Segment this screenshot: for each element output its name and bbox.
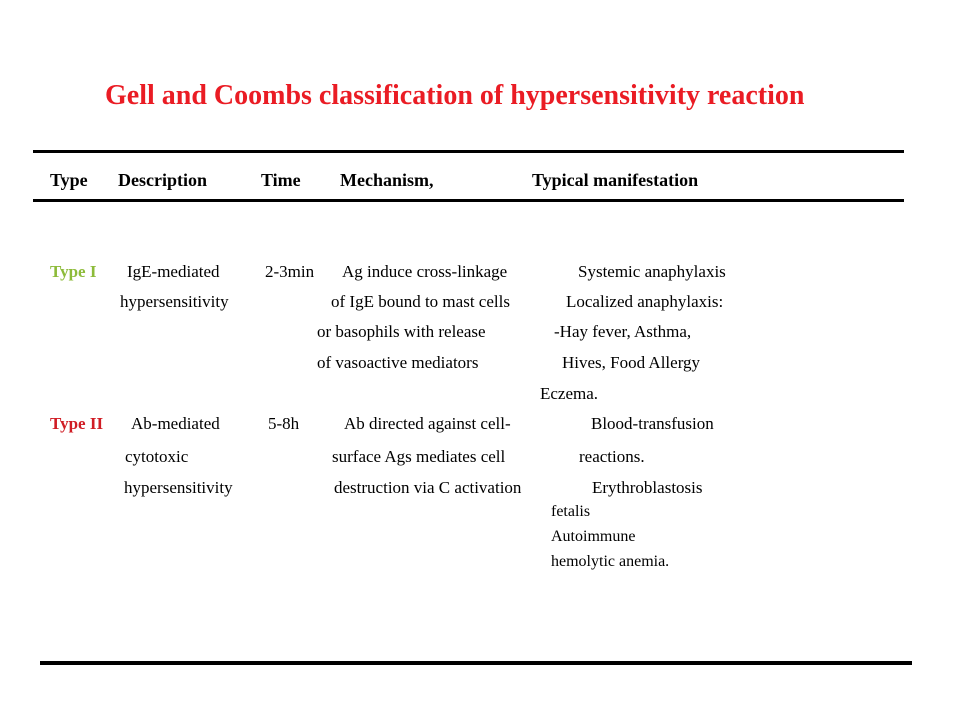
type-ii-label: Type II bbox=[50, 414, 104, 433]
type-ii-manifestation-line-2: reactions. bbox=[579, 447, 645, 466]
type-ii-manifestation-line-3: Erythroblastosis bbox=[592, 478, 703, 497]
type-i-manifestation-line-1: Systemic anaphylaxis bbox=[578, 262, 726, 281]
type-i-mechanism-line-4: of vasoactive mediators bbox=[317, 353, 479, 372]
type-i-label: Type I bbox=[50, 262, 97, 281]
type-i-manifestation-line-4: Hives, Food Allergy bbox=[562, 353, 701, 372]
type-ii-description-line-1: Ab-mediated bbox=[131, 414, 220, 433]
type-ii-mechanism-line-3: destruction via C activation bbox=[334, 478, 522, 497]
type-ii-time: 5-8h bbox=[268, 414, 300, 433]
type-ii-manifestation-line-4: fetalis bbox=[551, 503, 591, 520]
type-i-mechanism-line-3: or basophils with release bbox=[317, 322, 486, 341]
type-i-manifestation-line-3: -Hay fever, Asthma, bbox=[554, 322, 692, 341]
footer-rule bbox=[40, 661, 912, 665]
page-title: Gell and Coombs classification of hypersensitivity reaction bbox=[105, 80, 805, 111]
type-i-description-line-2: hypersensitivity bbox=[120, 292, 229, 311]
header-top-rule bbox=[33, 150, 904, 153]
type-ii-manifestation-line-1: Blood-transfusion bbox=[591, 414, 714, 433]
type-i-mechanism-line-1: Ag induce cross-linkage bbox=[342, 262, 508, 281]
column-header-description: Description bbox=[118, 170, 207, 190]
column-header-mechanism: Mechanism, bbox=[340, 170, 434, 190]
header-bottom-rule bbox=[33, 199, 904, 202]
type-i-manifestation-line-5: Eczema. bbox=[540, 384, 599, 403]
type-i-description-line-1: IgE-mediated bbox=[127, 262, 220, 281]
column-header-manifestation: Typical manifestation bbox=[532, 170, 699, 190]
type-ii-description-line-3: hypersensitivity bbox=[124, 478, 233, 497]
type-ii-manifestation-line-5: Autoimmune bbox=[551, 528, 636, 545]
type-i-manifestation-line-2: Localized anaphylaxis: bbox=[566, 292, 724, 311]
type-ii-manifestation-line-6: hemolytic anemia. bbox=[551, 553, 670, 570]
type-ii-mechanism-line-2: surface Ags mediates cell bbox=[332, 447, 506, 466]
type-ii-description-line-2: cytotoxic bbox=[125, 447, 189, 466]
type-i-time: 2-3min bbox=[265, 262, 315, 281]
column-header-time: Time bbox=[261, 170, 301, 190]
type-ii-mechanism-line-1: Ab directed against cell- bbox=[344, 414, 511, 433]
column-header-type: Type bbox=[50, 170, 88, 190]
type-i-mechanism-line-2: of IgE bound to mast cells bbox=[331, 292, 510, 311]
